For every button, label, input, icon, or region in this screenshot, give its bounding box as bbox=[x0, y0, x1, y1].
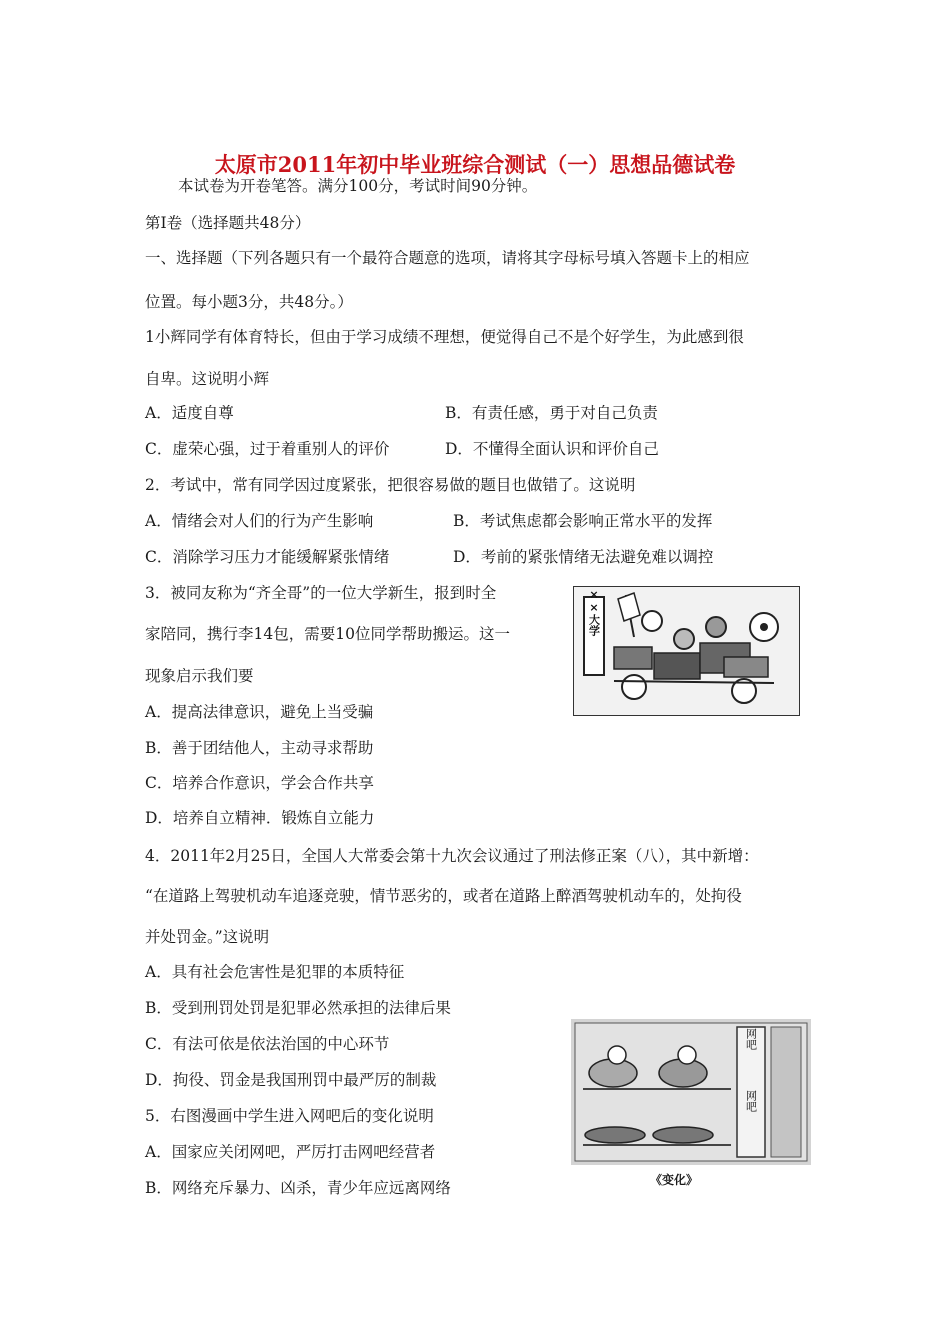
intro-text: 本试卷为开卷笔答。满分100分，考试时间90分钟。 bbox=[178, 177, 538, 195]
q4-stem-cont: “在道路上驾驶机动车追逐竞驶，情节恶劣的，或者在道路上醉酒驾驶机动车的，处拘役 bbox=[145, 887, 742, 905]
q1-stem-cont: 自卑。这说明小辉 bbox=[145, 370, 270, 388]
q4-option-a: A．具有社会危害性是犯罪的本质特征 bbox=[145, 963, 405, 981]
q1-option-a: A．适度自尊 bbox=[145, 404, 234, 422]
q2-option-c: C．消除学习压力才能缓解紧张情绪 bbox=[145, 548, 390, 566]
q5-option-a: A．国家应关闭网吧，严厉打击网吧经营者 bbox=[145, 1143, 436, 1161]
q2-option-d: D．考前的紧张情绪无法避免难以调控 bbox=[453, 548, 714, 566]
q1-option-d: D．不懂得全面认识和评价自己 bbox=[445, 440, 659, 458]
q3-option-a: A．提高法律意识，避免上当受骗 bbox=[145, 703, 374, 721]
q3-cartoon-sign: ××大学 bbox=[587, 588, 601, 636]
q4-option-d: D．拘役、罚金是我国刑罚中最严厉的制裁 bbox=[145, 1071, 437, 1089]
q5-cartoon bbox=[571, 1019, 811, 1165]
q4-option-c: C．有法可依是依法治国的中心环节 bbox=[145, 1035, 390, 1053]
q3-stem: 3．被同友称为“齐全哥”的一位大学新生，报到时全 bbox=[145, 584, 497, 602]
section-instruction: 一、选择题（下列各题只有一个最符合题意的选项，请将其字母标号填入答题卡上的相应 bbox=[145, 249, 750, 267]
q4-option-b: B．受到刑罚处罚是犯罪必然承担的法律后果 bbox=[145, 999, 451, 1017]
q3-option-b: B．善于团结他人，主动寻求帮助 bbox=[145, 739, 374, 757]
q5-cartoon-sign-bottom: 网吧 bbox=[744, 1090, 758, 1112]
q2-option-b: B．考试焦虑都会影响正常水平的发挥 bbox=[453, 512, 713, 530]
q1-option-b: B．有责任感，勇于对自己负责 bbox=[445, 404, 658, 422]
part-heading: 第Ⅰ卷（选择题共48分） bbox=[145, 214, 311, 232]
q4-stem-cont2: 并处罚金。”这说明 bbox=[145, 928, 270, 946]
q3-stem-cont: 家陪同，携行李14包，需要10位同学帮助搬运。这一 bbox=[145, 625, 510, 643]
page-title: 太原市2011年初中毕业班综合测试（一）思想品德试卷 bbox=[214, 152, 736, 177]
q1-option-c: C．虚荣心强，过于着重别人的评价 bbox=[145, 440, 390, 458]
q3-option-d: D．培养自立精神．锻炼自立能力 bbox=[145, 809, 375, 827]
q3-stem-cont2: 现象启示我们要 bbox=[145, 667, 254, 685]
q5-stem: 5．右图漫画中学生进入网吧后的变化说明 bbox=[145, 1107, 434, 1125]
q5-option-b: B．网络充斥暴力、凶杀，青少年应远离网络 bbox=[145, 1179, 451, 1197]
q3-option-c: C．培养合作意识，学会合作共享 bbox=[145, 774, 374, 792]
q1-stem: 1小辉同学有体育特长，但由于学习成绩不理想，便觉得自己不是个好学生，为此感到很 bbox=[145, 328, 744, 346]
section-instruction-cont: 位置。每小题3分，共48分。） bbox=[145, 293, 353, 311]
q2-stem: 2．考试中，常有同学因过度紧张，把很容易做的题目也做错了。这说明 bbox=[145, 476, 636, 494]
q4-stem: 4．2011年2月25日，全国人大常委会第十九次会议通过了刑法修正案（八），其中新增： bbox=[145, 847, 759, 865]
q3-cartoon bbox=[573, 586, 800, 716]
q5-cartoon-sign-top: 网吧 bbox=[744, 1028, 758, 1050]
q2-option-a: A．情绪会对人们的行为产生影响 bbox=[145, 512, 374, 530]
q5-cartoon-caption: 《变化》 bbox=[650, 1173, 699, 1187]
